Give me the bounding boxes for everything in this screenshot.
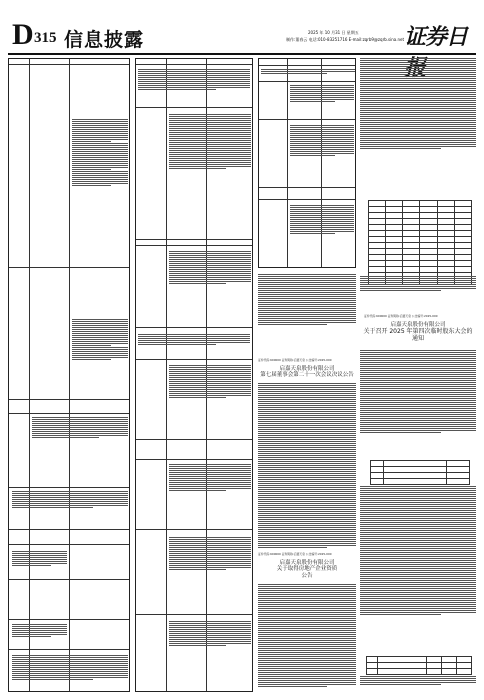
table-cell-text — [169, 114, 251, 170]
notice-body-text — [258, 274, 356, 326]
shareholding-table — [368, 200, 472, 285]
table-cell-text — [261, 69, 355, 75]
table-cell-text — [169, 621, 251, 647]
notice-company-name: 启嘉天泉股份有限公司 — [279, 560, 335, 566]
table-cell-text — [169, 537, 251, 571]
board-resolution-notice-heading — [258, 364, 356, 379]
proxy-form-table — [366, 656, 472, 675]
stock-code-line: 证券代码:600000 证券简称:启嘉天泉 公告编号:2025-000 — [258, 552, 332, 556]
masthead-rule — [8, 53, 476, 55]
disclosure-table-1 — [8, 58, 130, 692]
agenda-table — [370, 460, 470, 485]
column-4 — [360, 58, 476, 692]
page-number: 315 — [34, 30, 57, 46]
qualification-notice-heading — [258, 558, 356, 580]
column-2 — [135, 58, 253, 692]
table-cell-text — [12, 491, 128, 509]
newspaper-logo: 证券日 — [404, 24, 468, 50]
section-title: 信息披露 — [64, 29, 145, 51]
notice-company-name: 启嘉天泉股份有限公司 — [279, 366, 335, 372]
stock-code-line: 证券代码:600000 证券简称:启嘉天泉 公告编号:2025-000 — [258, 358, 332, 362]
notice-title: 关于召开 2025 年第四次临时股东大会的 — [363, 328, 473, 335]
shareholder-meeting-notice-heading — [360, 320, 476, 342]
notice-title: 关于取得房地产企业资质 — [276, 566, 338, 572]
table-cell-text — [169, 251, 251, 285]
notice-body-text — [258, 383, 356, 549]
table-cell-text — [12, 551, 67, 567]
table-cell-text — [72, 319, 128, 361]
table-cell-text — [12, 624, 67, 638]
disclosure-table-2 — [135, 58, 253, 692]
page-letter: D — [12, 18, 34, 51]
notice-body-text — [360, 350, 476, 434]
table-cell-text — [138, 334, 250, 346]
table-cell-text — [32, 417, 128, 439]
notice-company-name: 启嘉天泉股份有限公司 — [390, 322, 446, 328]
table-cell-text — [72, 119, 128, 187]
stock-code-line: 证券代码:600000 证券简称:启嘉天泉 公告编号:2025-000 — [364, 314, 438, 318]
table-cell-text — [290, 85, 354, 103]
notice-body-text — [360, 58, 476, 150]
column-1 — [8, 58, 130, 692]
notice-title: 第七届董事会第二十一次会议决议公告 — [260, 372, 354, 378]
notice-body-text — [360, 486, 476, 616]
table-cell-text — [138, 69, 250, 91]
newspaper-page-body — [8, 58, 476, 692]
table-cell-text — [290, 205, 354, 235]
table-cell-text — [169, 365, 251, 399]
notice-title: 通知 — [411, 335, 424, 342]
table-cell-text — [290, 125, 354, 157]
issue-date: 2025 年 10 月31 日 星期五 — [308, 30, 359, 35]
notice-body-text — [360, 676, 476, 686]
masthead — [8, 14, 476, 54]
disclosure-table-3 — [258, 58, 356, 268]
notice-body-text — [360, 276, 476, 292]
column-3 — [258, 58, 356, 692]
notice-body-text — [258, 584, 356, 688]
editor-contact: 制作:董春云 电话:010-83251716 E-mail:zqrb9@zqrb.sina.net — [286, 37, 405, 42]
table-cell-text — [12, 655, 128, 681]
table-cell-text — [169, 464, 251, 492]
notice-title: 公告 — [301, 573, 313, 579]
